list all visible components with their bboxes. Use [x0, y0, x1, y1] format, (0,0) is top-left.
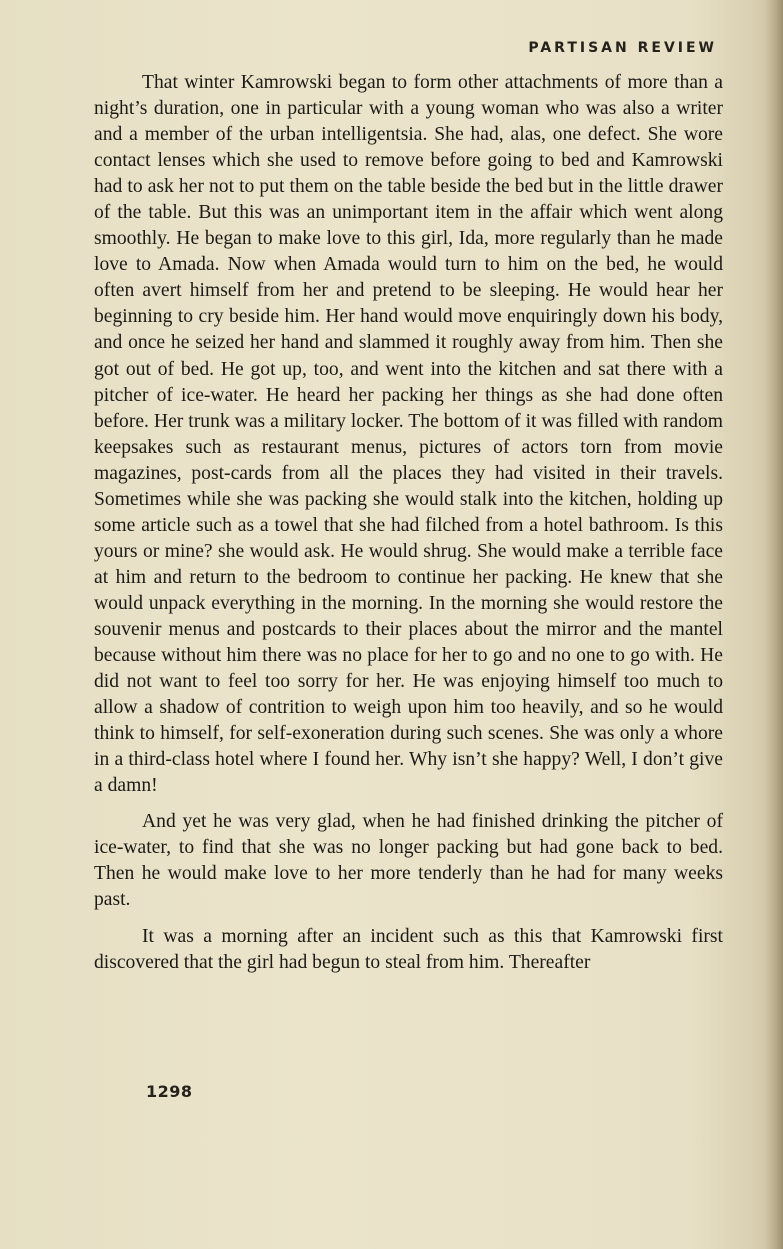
page-number: 1298 [146, 1082, 193, 1101]
paragraph-3: It was a morning after an incident such as this that Kamrowski first discovered that the girl had begun to steal from him. Thereafter [94, 925, 723, 973]
article-body [94, 70, 723, 976]
paragraph-2: And yet he was very glad, when he had finished drinking the pitcher of ice-water, to find that she was no longer packing but had gone back to bed. Then he would make love to her more tenderly than he had for many weeks past. [94, 811, 723, 911]
page-edge-shadow [765, 0, 783, 1249]
paragraph-1: That winter Kamrowski began to form other attachments of more than a night’s duration, one in particular with a young woman who was also a writer and a member of the urban intelligentsia. She had, alas, one defect. She wore contact lenses which she used to remove before going to bed and Kamrowski had to ask her not to put them on the table beside the bed but in the little drawer of the table. But this was an unimportant item in the affair which went along smoothly. He began to make love to this girl, Ida, more regularly than he made love to Amada. Now when Amada would turn to him on the bed, he would often avert himself from her and pretend to be sleeping. He would hear her beginning to cry beside him. Her hand would move enquiringly down his body, and once he seized her hand and slammed it roughly away from him. Then she got out of bed. He got up, too, and went into the kitchen and sat there with a pitcher of ice-water. He heard her packing her things as she had done often before. Her trunk was a military locker. The bottom of it was filled with random keepsakes such as restaurant menus, pictures of actors torn from movie magazines, post-cards from all the places they had visited in their travels. Sometimes while she was packing she would stalk into the kitchen, holding up some article such as a towel that she had filched from a hotel bathroom. Is this yours or mine? she would ask. He would shrug. She would make a terrible face at him and return to the bedroom to continue her packing. He knew that she would unpack everything in the morning. In the morning she would restore the souvenir menus and postcards to their places about the mirror and the mantel because without him there was no place for her to go and no one to go with. He did not want to feel too sorry for her. He was enjoying himself too much to allow a shadow of contrition to weigh upon him too heavily, and so he would think to himself, for self-exoneration during such scenes. She was only a whore in a third-class hotel where I found her. Why isn’t she happy? Well, I don’t give a damn! [94, 72, 723, 797]
running-head: PARTISAN REVIEW [528, 40, 717, 56]
